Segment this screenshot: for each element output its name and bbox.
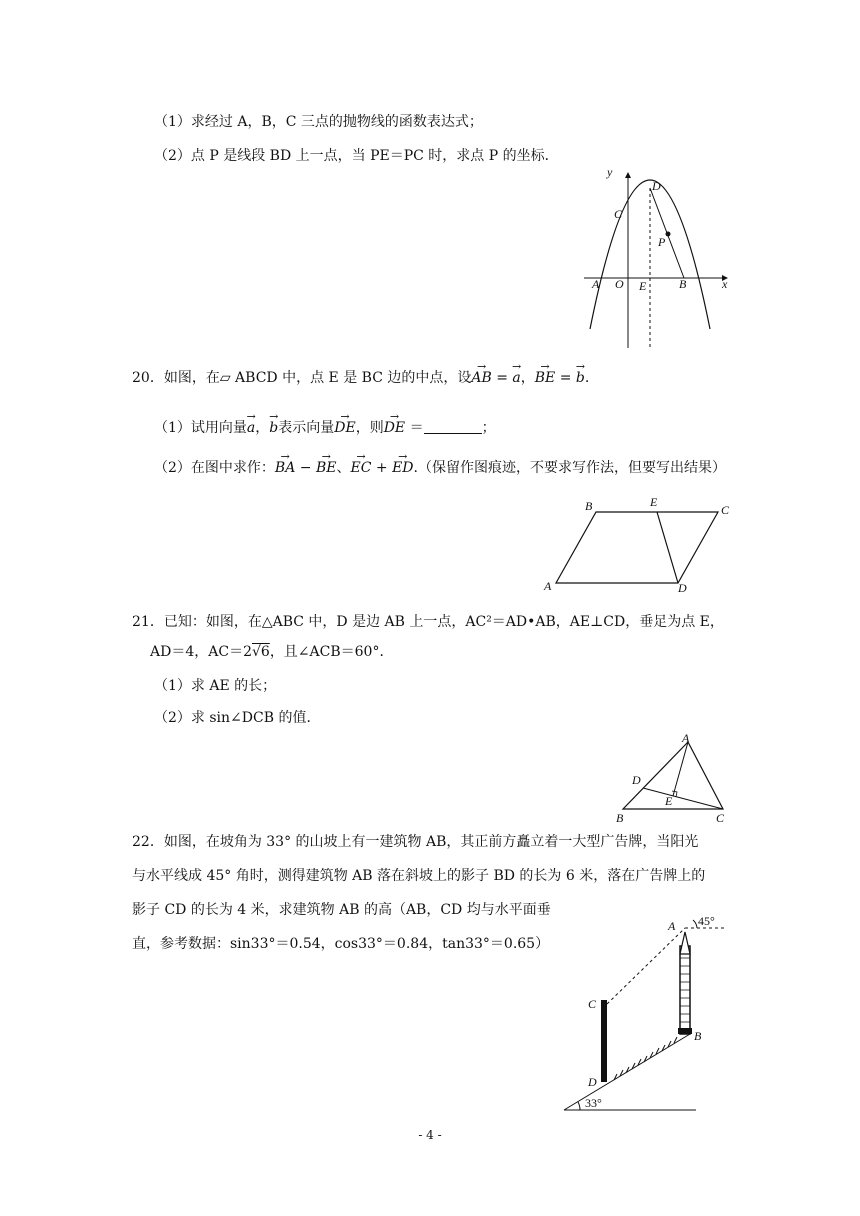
q22-label-b: B [694, 1029, 702, 1043]
q22-line3: 影子 CD 的长为 4 米，求建筑物 AB 的高（AB，CD 均与水平面垂 [132, 902, 551, 918]
q20-label-c: C [721, 503, 730, 517]
q19-label-e: E [639, 279, 647, 293]
q20-part1: （1）试用向量→ a，→ b表示向量→ DE，则→ DE ＝ ； [154, 418, 496, 438]
q20-part2: （2）在图中求作：→ BA − → BE、→ EC + → ED.（保留作图痕迹，不要求写作法，但要写出结果） [154, 458, 726, 478]
q19-label-o: O [615, 277, 624, 291]
q21-label-c: C [716, 811, 725, 824]
q21-part1: （1）求 AE 的长； [154, 678, 277, 694]
q22-label-d: D [588, 1075, 597, 1089]
q19-part2: （2）点 P 是线段 BD 上一点，当 PE＝PC 时，求点 P 的坐标． [154, 148, 559, 164]
q19-label-d: D [652, 179, 661, 193]
q22-label-33: 33° [585, 1096, 602, 1110]
q19-parabola-figure [580, 166, 760, 356]
q22-line2: 与水平线成 45° 角时，测得建筑物 AB 落在斜坡上的影子 BD 的长为 6 米，落在广告牌上的 [132, 868, 706, 884]
q21-label-e: E [665, 794, 673, 808]
q20-answer-blank [424, 419, 482, 434]
q20-parallelogram-figure [540, 496, 740, 596]
q19-label-y: y [607, 166, 613, 179]
q22-line4: 直，参考数据：sin33°＝0.54，cos33°＝0.84，tan33°＝0.65） [132, 936, 550, 952]
q21-stem-line1: 21．已知：如图，在△ABC 中，D 是边 AB 上一点，AC²＝AD•AB，AE⊥CD，垂足为点 E， [132, 614, 724, 630]
q20-label-e: E [650, 496, 658, 509]
q19-label-x: x [722, 277, 728, 291]
q20-label-d: D [678, 581, 687, 595]
q19-label-b: B [679, 277, 687, 291]
q21-stem-line2: AD＝4，AC＝2√6，且∠ACB＝60°． [150, 644, 394, 660]
q21-triangle-figure [610, 734, 750, 824]
q22-slope-figure [556, 908, 756, 1118]
sqrt-term: √6 [251, 644, 270, 660]
q20-label-b: B [585, 499, 593, 513]
q20-stem: 20．如图，在▱ ABCD 中，点 E 是 BC 边的中点，设→ AB = → a，→ BE = → b. [132, 368, 589, 388]
q19-label-c: C [614, 207, 623, 221]
q19-part1: （1）求经过 A，B，C 三点的抛物线的函数表达式； [154, 114, 483, 130]
q19-label-p: P [658, 235, 666, 249]
q22-label-a: A [668, 919, 676, 933]
q19-label-a: A [592, 277, 600, 291]
q22-line1: 22．如图，在坡角为 33° 的山坡上有一建筑物 AB，其正前方矗立着一大型广告牌，当阳光 [132, 834, 699, 850]
q22-label-c: C [588, 997, 597, 1011]
q21-label-a: A [682, 734, 690, 745]
page-number: - 4 - [418, 1128, 442, 1142]
q20-label-a: A [544, 579, 552, 593]
q22-label-45: 45° [698, 914, 715, 928]
q21-label-b: B [616, 811, 624, 824]
q21-part2: （2）求 sin∠DCB 的值． [154, 710, 321, 726]
q21-label-d: D [632, 773, 641, 787]
